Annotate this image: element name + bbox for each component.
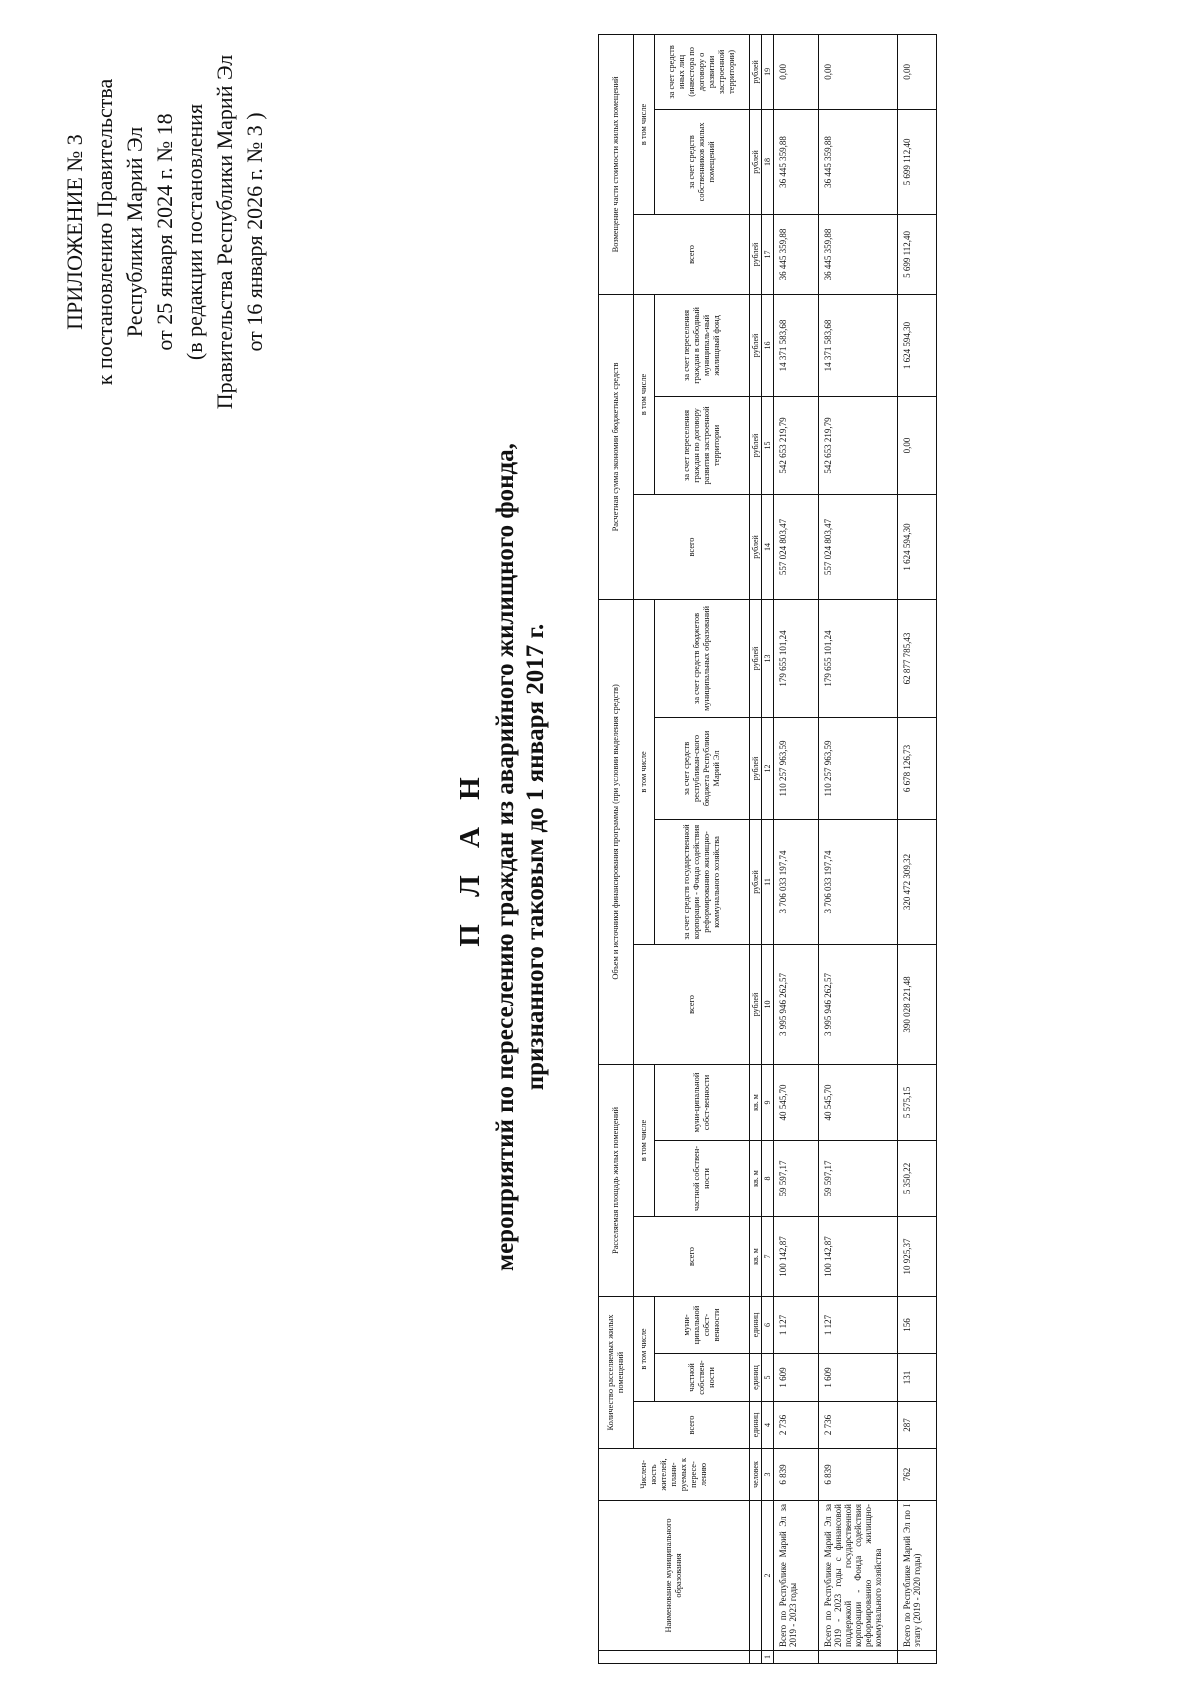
table-header-row: [599, 34, 634, 1663]
table-cell: 3 706 033 197,74: [819, 819, 898, 944]
table-cell: 287: [898, 1402, 937, 1449]
table-cell: 0,00: [898, 34, 937, 109]
plan-heading: П Л А Н: [454, 767, 486, 947]
unit-cell: рублей: [750, 944, 762, 1064]
appendix-header: [60, 22, 270, 442]
units-row: [750, 34, 762, 1663]
unit-cell: единиц: [750, 1297, 762, 1354]
table-header-cell: частной собствен-ности: [655, 1354, 750, 1402]
unit-cell: человек: [750, 1449, 762, 1501]
column-number: 4: [762, 1402, 774, 1449]
table-cell: 3 995 946 262,57: [819, 944, 898, 1064]
column-number: 13: [762, 599, 774, 717]
column-number: 12: [762, 717, 774, 819]
appendix-line: (в редакции постановления: [182, 103, 207, 361]
column-number: 18: [762, 109, 774, 214]
unit-cell: рублей: [750, 396, 762, 494]
column-number: 11: [762, 819, 774, 944]
table-header-cell: всего: [634, 214, 750, 294]
table-cell: 179 655 101,24: [774, 599, 819, 717]
table-cell: 36 445 359,88: [774, 109, 819, 214]
table-cell: 557 024 803,47: [819, 494, 898, 599]
column-number: 2: [762, 1501, 774, 1651]
table-header-row: [634, 34, 655, 1663]
appendix-line: Республики Марий Эл: [122, 126, 147, 338]
column-number: 17: [762, 214, 774, 294]
table-cell: 542 653 219,79: [774, 396, 819, 494]
appendix-line: к постановлению Правительства: [92, 78, 117, 386]
column-number: 15: [762, 396, 774, 494]
unit-cell: рублей: [750, 494, 762, 599]
table-cell: 40 545,70: [819, 1064, 898, 1140]
table-cell: 62 877 785,43: [898, 599, 937, 717]
table-cell: [750, 1651, 762, 1664]
table-cell: 1 624 594,30: [898, 294, 937, 396]
table-header-cell: всего: [634, 1402, 750, 1449]
unit-cell: единиц: [750, 1354, 762, 1402]
table-cell: 1 609: [819, 1354, 898, 1402]
table-cell: 2 736: [774, 1402, 819, 1449]
table-cell: 59 597,17: [819, 1141, 898, 1217]
appendix-date: от 25 января 2024 г. № 18: [152, 113, 177, 351]
table-cell: 557 024 803,47: [774, 494, 819, 599]
column-number: 3: [762, 1449, 774, 1501]
unit-cell: единиц: [750, 1402, 762, 1449]
table-header-cell: Расчетная сумма экономии бюджетных средств: [599, 294, 634, 599]
table-cell: 3 995 946 262,57: [774, 944, 819, 1064]
table-cell: 762: [898, 1449, 937, 1501]
plan-subtitle-line: признанного таковым до 1 января 2017 г.: [522, 623, 549, 1091]
table-header-cell: муни-ципальной собст-венности: [655, 1297, 750, 1354]
unit-cell: рублей: [750, 214, 762, 294]
plan-table: [598, 34, 937, 1664]
table-cell: 1 624 594,30: [898, 494, 937, 599]
table-cell: 542 653 219,79: [819, 396, 898, 494]
table-cell: [750, 1501, 762, 1651]
row-name: Всего по Республике Марий Эл за 2019 - 2023 годы с финансовой поддержкой государственной корпорации - Фонда содействия реформированию жилищно-коммунального хозяйства: [819, 1501, 898, 1651]
table-cell: 390 028 221,48: [898, 944, 937, 1064]
table-row: [819, 34, 898, 1663]
table-cell: 100 142,87: [774, 1217, 819, 1297]
column-number: 10: [762, 944, 774, 1064]
table-cell: 3 706 033 197,74: [774, 819, 819, 944]
table-cell: 5 575,15: [898, 1064, 937, 1140]
table-cell: 110 257 963,59: [774, 717, 819, 819]
column-number: 5: [762, 1354, 774, 1402]
unit-cell: рублей: [750, 109, 762, 214]
table-header-cell: за счет средств государственной корпорации - Фонда содействия реформированию жилищно-коммунального хозяйства: [655, 819, 750, 944]
unit-cell: кв. м: [750, 1141, 762, 1217]
table-cell: 156: [898, 1297, 937, 1354]
column-number: 6: [762, 1297, 774, 1354]
table-row: [898, 34, 937, 1663]
table-header-cell: Возмещение части стоимости жилых помещений: [599, 34, 634, 294]
table-header-cell: Числен-ность жителей, плани-руемых к пересе-лению: [599, 1449, 750, 1501]
unit-cell: рублей: [750, 819, 762, 944]
column-numbers-row: [762, 34, 774, 1663]
table-cell: 10 925,37: [898, 1217, 937, 1297]
table-cell: 1 127: [774, 1297, 819, 1354]
table-header-cell: частной собствен-ности: [655, 1141, 750, 1217]
unit-cell: рублей: [750, 717, 762, 819]
table-header-cell: в том числе: [634, 34, 655, 214]
table-header-cell: в том числе: [634, 1064, 655, 1216]
appendix-number: ПРИЛОЖЕНИЕ № 3: [62, 134, 87, 330]
table-cell: 0,00: [774, 34, 819, 109]
column-number: 16: [762, 294, 774, 396]
table-row: [774, 34, 819, 1663]
table-header-cell: всего: [634, 494, 750, 599]
table-cell: 320 472 309,32: [898, 819, 937, 944]
table-cell: 179 655 101,24: [819, 599, 898, 717]
table-cell: 0,00: [898, 396, 937, 494]
table-cell: 36 445 359,88: [819, 109, 898, 214]
table-cell: 6 839: [774, 1449, 819, 1501]
column-number: 14: [762, 494, 774, 599]
plan-subtitle-line: мероприятий по переселению граждан из аварийного жилищного фонда,: [492, 443, 519, 1271]
unit-cell: кв. м: [750, 1217, 762, 1297]
table-cell: 6 678 126,73: [898, 717, 937, 819]
table-cell: [819, 1651, 898, 1664]
table-cell: 36 445 359,88: [819, 214, 898, 294]
table-header-cell: Расселяемая площадь жилых помещений: [599, 1064, 634, 1296]
table-cell: [898, 1651, 937, 1664]
table-header-cell: за счет переселения граждан в свободный муниципаль-ный жилищный фонд: [655, 294, 750, 396]
column-number: 19: [762, 34, 774, 109]
table-header-cell: в том числе: [634, 294, 655, 494]
table-cell: 100 142,87: [819, 1217, 898, 1297]
column-number: 1: [762, 1651, 774, 1664]
table-header-cell: за счет средств республикан-ского бюджета Республики Марий Эл: [655, 717, 750, 819]
table-cell: 1 609: [774, 1354, 819, 1402]
table-header-cell: за счет средств иных лиц (инвестора по договору о развитии застроенной территории): [655, 34, 750, 109]
table-cell: 2 736: [819, 1402, 898, 1449]
table-header-cell: за счет средств собственников жилых помещений: [655, 109, 750, 214]
row-name: Всего по Республике Марий Эл за 2019 - 2023 годы: [774, 1501, 819, 1651]
column-number: 8: [762, 1141, 774, 1217]
page-title: [455, 247, 551, 1467]
appendix-revision-date: от 16 января 2026 г. № 3 ): [242, 112, 267, 352]
table-cell: 110 257 963,59: [819, 717, 898, 819]
table-header-cell: [599, 1651, 750, 1664]
unit-cell: рублей: [750, 599, 762, 717]
row-name: Всего по Республике Марий Эл по I этапу (2019 - 2020 годы): [898, 1501, 937, 1651]
table-cell: 5 699 112,40: [898, 109, 937, 214]
table-cell: 5 699 112,40: [898, 214, 937, 294]
table-header-cell: всего: [634, 944, 750, 1064]
unit-cell: рублей: [750, 34, 762, 109]
table-header-cell: Объем и источники финансирования программы (при условии выделения средств): [599, 599, 634, 1064]
unit-cell: рублей: [750, 294, 762, 396]
table-cell: 131: [898, 1354, 937, 1402]
table-header-cell: в том числе: [634, 1297, 655, 1402]
table-cell: 40 545,70: [774, 1064, 819, 1140]
table-cell: 14 371 583,68: [774, 294, 819, 396]
table-header-cell: всего: [634, 1217, 750, 1297]
table-cell: [774, 1651, 819, 1664]
appendix-line: Правительства Республики Марий Эл: [212, 54, 237, 410]
table-header-cell: Наименование муниципального образования: [599, 1501, 750, 1651]
table-header-cell: муни-ципальной собст-венности: [655, 1064, 750, 1140]
table-cell: 6 839: [819, 1449, 898, 1501]
table-cell: 5 350,22: [898, 1141, 937, 1217]
table-cell: 14 371 583,68: [819, 294, 898, 396]
table-header-cell: Количество расселяемых жилых помещений: [599, 1297, 634, 1449]
unit-cell: кв. м: [750, 1064, 762, 1140]
table-header-cell: за счет переселения граждан по договору развития застроенной территории: [655, 396, 750, 494]
table-cell: 36 445 359,88: [774, 214, 819, 294]
table-header-cell: в том числе: [634, 599, 655, 944]
column-number: 7: [762, 1217, 774, 1297]
table-header-cell: за счет средств бюджетов муниципальных образований: [655, 599, 750, 717]
table-cell: 0,00: [819, 34, 898, 109]
table-cell: 59 597,17: [774, 1141, 819, 1217]
column-number: 9: [762, 1064, 774, 1140]
table-cell: 1 127: [819, 1297, 898, 1354]
